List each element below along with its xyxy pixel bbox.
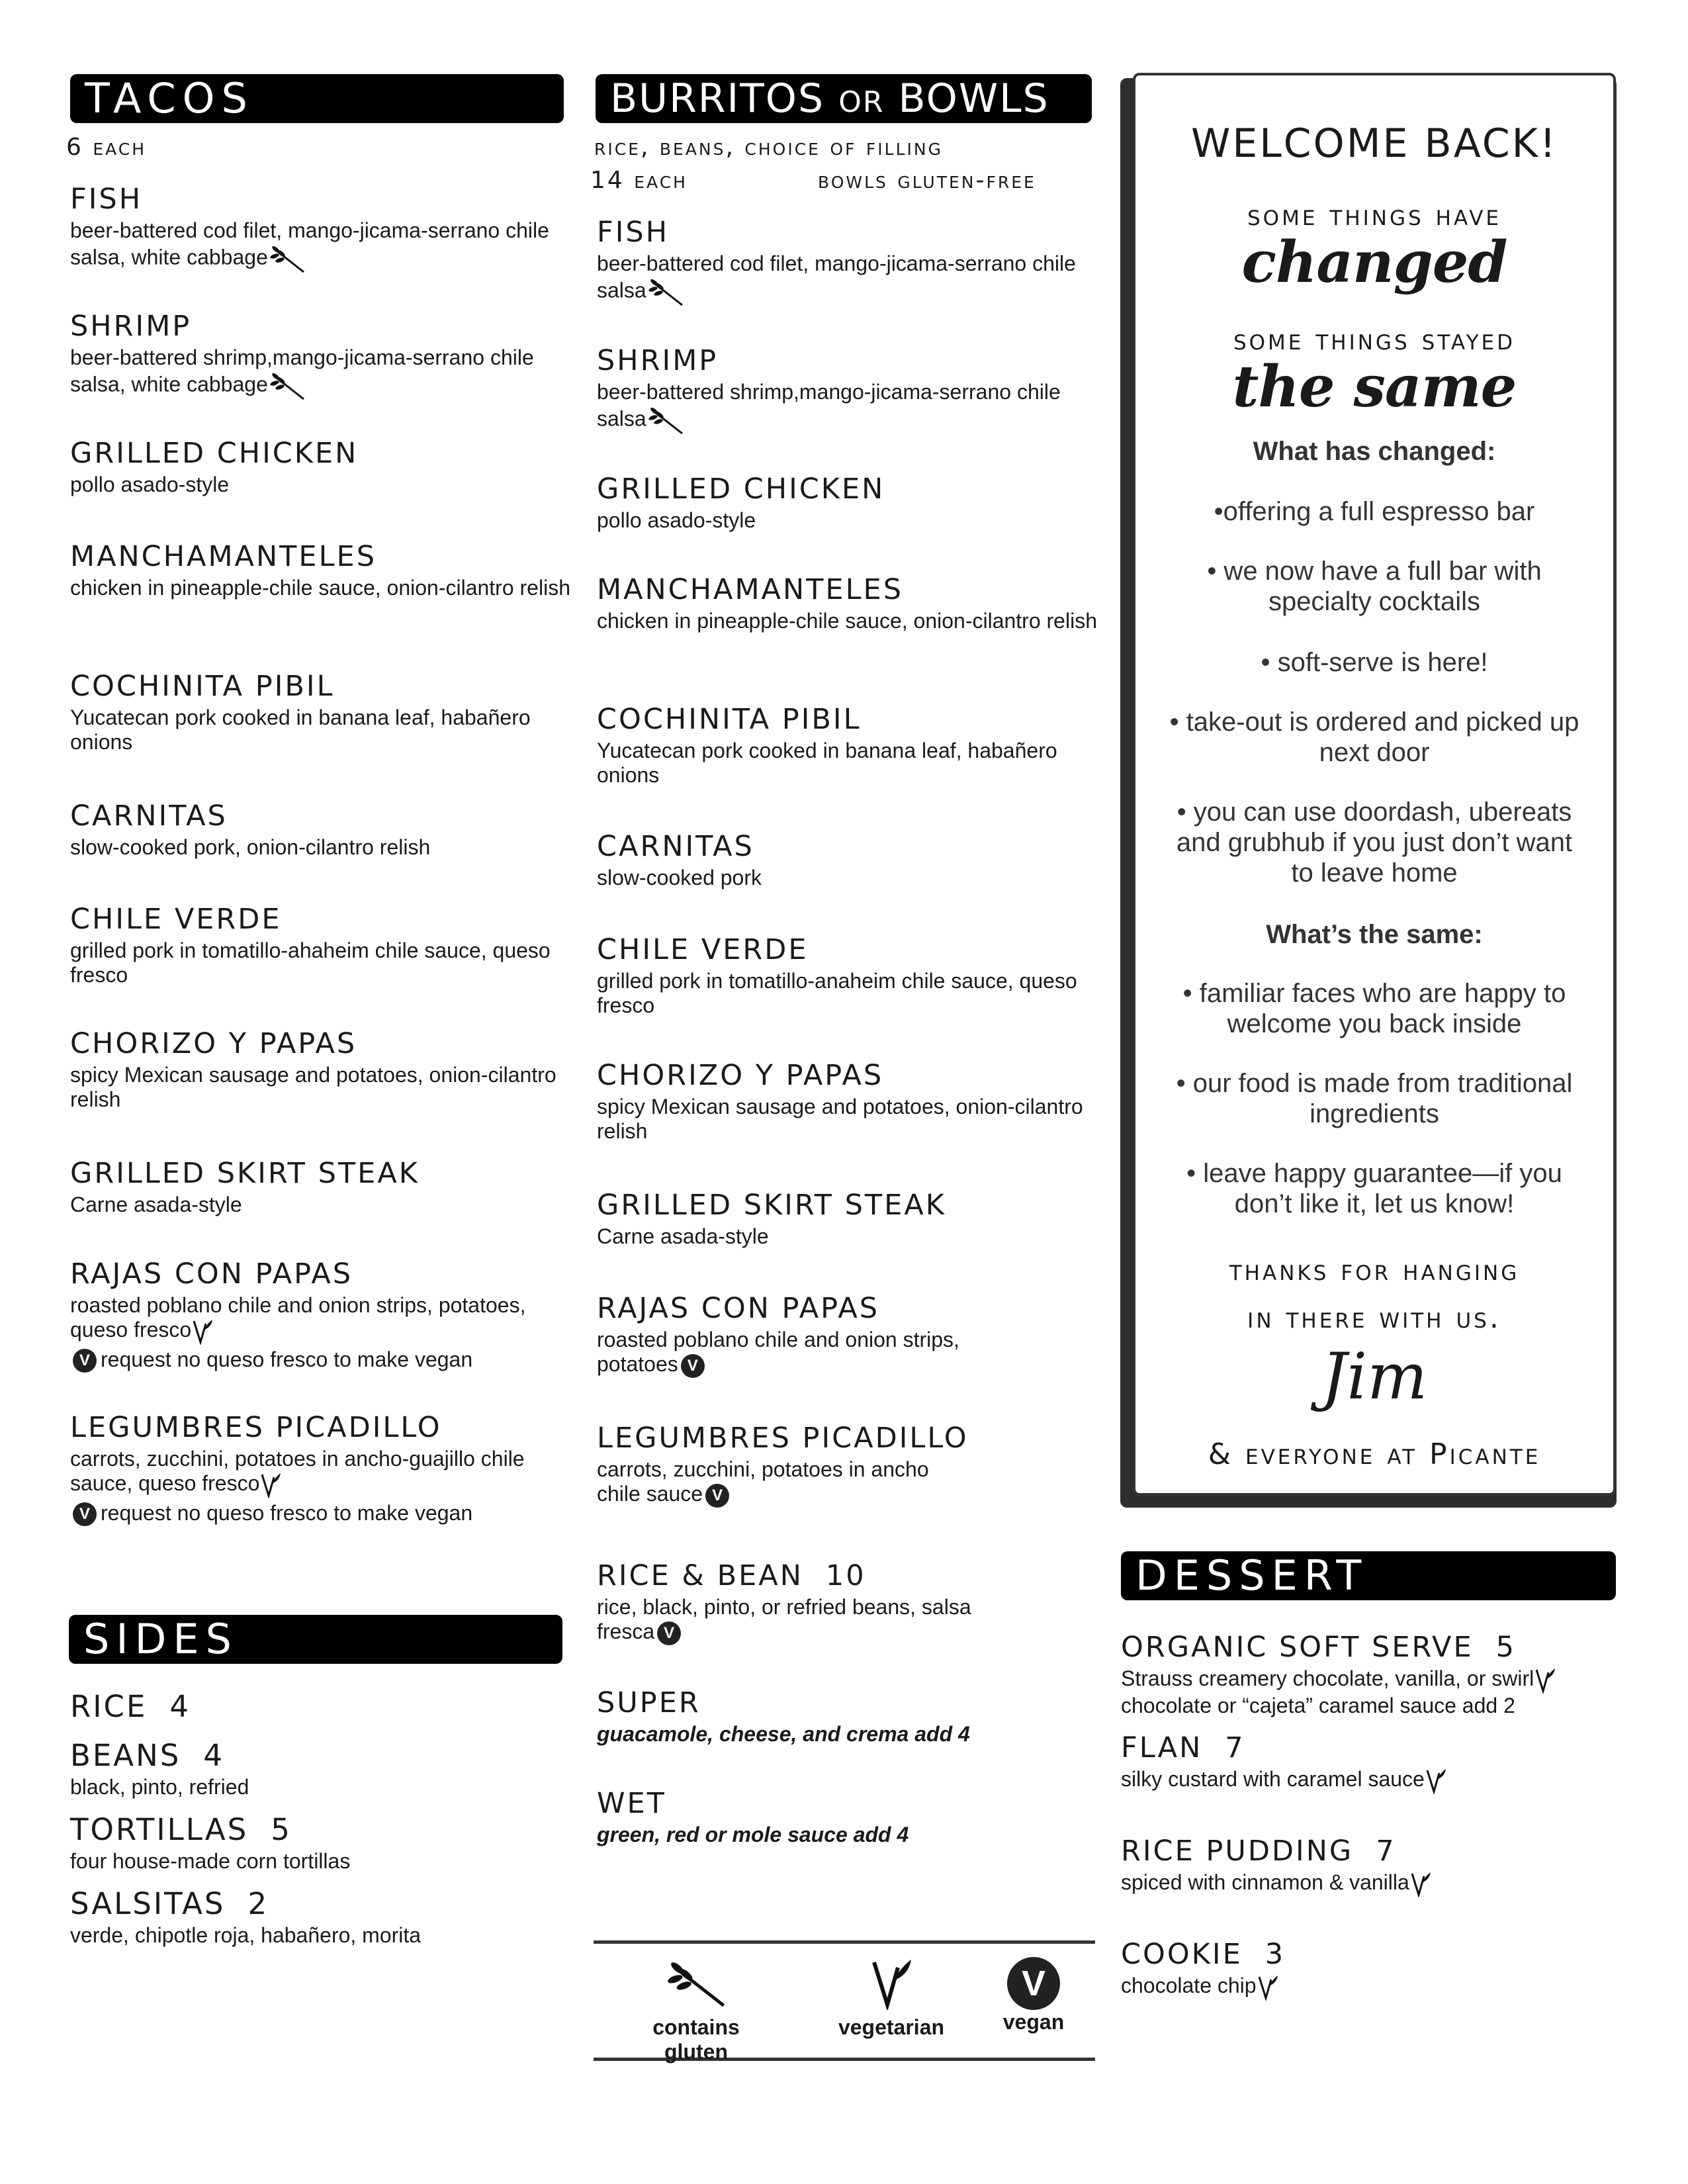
item-desc: rice, black, pinto, or refried beans, salsa fresca <box>597 1595 971 1643</box>
vegan-icon: V <box>705 1484 729 1508</box>
item-desc: guacamole, cheese, and crema add 4 <box>597 1722 970 1746</box>
burrito-item <box>597 1787 1113 1847</box>
item-name: FISH <box>70 183 143 216</box>
item-name: GRILLED SKIRT STEAK <box>70 1157 420 1190</box>
item-name: MANCHAMANTELES <box>597 573 903 606</box>
side-item <box>70 1690 560 1723</box>
item-price: 2 <box>247 1886 269 1921</box>
burrito-item <box>597 1686 1113 1747</box>
legend-vegetarian-label: vegetarian <box>838 2015 945 2039</box>
item-name: RICE <box>70 1689 148 1724</box>
thanks-line2: in there with us. <box>1247 1301 1501 1335</box>
same-item: • our food is made from traditional ingredients <box>1176 1069 1573 1128</box>
item-name: COCHINITA PIBIL <box>597 703 862 736</box>
burrito-item <box>597 1059 1113 1144</box>
item-name: MANCHAMANTELES <box>70 540 377 573</box>
item-desc: slow-cooked pork, onion-cilantro relish <box>70 835 431 859</box>
item-name: GRILLED CHICKEN <box>597 473 885 506</box>
item-name: COCHINITA PIBIL <box>70 670 335 703</box>
dessert-item <box>1121 1835 1624 1897</box>
burritos-price: 14 each <box>590 167 688 194</box>
vegan-icon: V <box>1007 1957 1060 2010</box>
item-desc: grilled pork in tomatillo-anaheim chile sauce, queso fresco <box>597 969 1077 1017</box>
vegetarian-icon <box>868 1957 914 2010</box>
welcome-box <box>1133 73 1616 1496</box>
tacos-subtitle: 6 each <box>66 134 147 161</box>
wheat-icon <box>268 370 306 402</box>
side-item <box>70 1813 560 1874</box>
item-name: RICE & BEAN <box>597 1559 803 1592</box>
item-name: ORGANIC SOFT SERVE <box>1121 1631 1474 1664</box>
changed-item: •offering a full espresso bar <box>1214 497 1535 526</box>
wheat-icon <box>646 276 685 308</box>
item-desc: green, red or mole sauce add 4 <box>597 1823 909 1846</box>
item-desc: spiced with cinnamon & vanilla <box>1121 1870 1409 1894</box>
vegetarian-icon <box>191 1318 214 1345</box>
item-price: 10 <box>825 1559 866 1592</box>
item-desc: spicy Mexican sausage and potatoes, onion-cilantro relish <box>597 1095 1083 1143</box>
side-item <box>70 1888 560 1948</box>
burrito-item <box>597 1559 1113 1645</box>
item-desc: Carne asada-style <box>70 1193 242 1216</box>
item-name: WET <box>597 1787 666 1820</box>
wheat-icon <box>268 243 306 275</box>
item-desc: roasted poblano chile and onion strips, potatoes, queso fresco <box>70 1293 526 1342</box>
sides-header <box>69 1615 562 1664</box>
item-desc: beer-battered cod filet, mango-jicama-serrano chile salsa, white cabbage <box>70 218 549 269</box>
burrito-item <box>597 1292 1113 1378</box>
burrito-item <box>597 1422 1113 1508</box>
welcome-line1: some things have <box>1247 199 1501 232</box>
legend-gluten <box>627 1957 766 2064</box>
sides-title: SIDES <box>83 1615 238 1663</box>
burritos-title-or: OR <box>838 85 885 119</box>
item-name: SHRIMP <box>597 344 719 377</box>
item-price: 7 <box>1225 1731 1245 1764</box>
legend-gluten-label: contains gluten <box>652 2015 740 2064</box>
item-name: SHRIMP <box>70 310 192 343</box>
changed-item: • you can use doordash, ubereats and grubhub if you just don’t want to leave home <box>1176 797 1573 887</box>
welcome-script-same: the same <box>1232 353 1517 420</box>
item-name: CHILE VERDE <box>70 903 282 936</box>
burritos-subtitle: rice, beans, choice of filling <box>594 134 943 161</box>
vegetarian-icon <box>1409 1871 1432 1897</box>
item-note: request no queso fresco to make vegan <box>101 1347 473 1371</box>
taco-item <box>70 310 586 402</box>
item-name: CHILE VERDE <box>597 933 809 966</box>
item-desc: carrots, zucchini, potatoes in ancho chile sauce <box>597 1457 929 1506</box>
item-desc: silky custard with caramel sauce <box>1121 1767 1425 1791</box>
changed-item: • take-out is ordered and picked up next door <box>1169 707 1579 767</box>
legend-vegetarian <box>832 1957 951 2040</box>
vegan-icon: V <box>681 1354 705 1378</box>
welcome-script-changed: changed <box>1241 229 1507 296</box>
item-desc: Strauss creamery chocolate, vanilla, or swirl <box>1121 1666 1534 1690</box>
vegan-icon: V <box>657 1621 681 1645</box>
burritos-title-b: BOWLS <box>898 75 1049 122</box>
item-price: 7 <box>1376 1835 1396 1868</box>
burritos-gf-note: bowls gluten-free <box>818 167 1036 194</box>
burrito-item <box>597 830 1113 890</box>
vegetarian-icon <box>1534 1667 1556 1694</box>
tacos-header <box>70 74 564 123</box>
item-desc: beer-battered shrimp,mango-jicama-serrano chile salsa <box>597 380 1061 431</box>
item-desc: Carne asada-style <box>597 1224 769 1248</box>
item-name: CARNITAS <box>70 799 228 833</box>
item-name: SUPER <box>597 1686 701 1719</box>
item-desc: pollo asado-style <box>70 473 230 496</box>
thanks-line1: thanks for hanging <box>1229 1253 1520 1287</box>
item-name: SALSITAS <box>70 1886 226 1921</box>
burrito-item <box>597 216 1113 308</box>
dessert-item <box>1121 1731 1624 1794</box>
item-name: CARNITAS <box>597 830 754 863</box>
item-desc: chicken in pineapple-chile sauce, onion-cilantro relish <box>597 609 1097 633</box>
vegetarian-icon <box>259 1472 282 1498</box>
burrito-item <box>597 933 1113 1018</box>
dessert-title: DESSERT <box>1135 1551 1368 1600</box>
item-desc: Yucatecan pork cooked in banana leaf, habañero onions <box>597 739 1057 787</box>
changed-item: • we now have a full bar with specialty cocktails <box>1207 557 1542 616</box>
item-desc: beer-battered cod filet, mango-jicama-serrano chile salsa <box>597 251 1076 302</box>
item-desc: Yucatecan pork cooked in banana leaf, habañero onions <box>70 705 531 754</box>
burrito-item <box>597 344 1113 436</box>
item-name: CHORIZO Y PAPAS <box>597 1059 884 1092</box>
burritos-header <box>596 74 1092 123</box>
item-desc: black, pinto, refried <box>70 1775 249 1799</box>
item-desc-2: chocolate or “cajeta” caramel sauce add 2 <box>1121 1693 1515 1717</box>
same-item: • leave happy guarantee—if you don’t like it, let us know! <box>1186 1159 1562 1218</box>
side-item <box>70 1739 560 1799</box>
taco-item <box>70 1257 586 1373</box>
item-name: TORTILLAS <box>70 1812 249 1847</box>
same-item: • familiar faces who are happy to welcome you back inside <box>1182 979 1566 1038</box>
taco-item <box>70 1411 586 1526</box>
item-desc: spicy Mexican sausage and potatoes, onion-cilantro relish <box>70 1063 556 1111</box>
taco-item <box>70 903 586 987</box>
item-name: GRILLED CHICKEN <box>70 437 359 470</box>
tacos-title: TACOS <box>85 74 254 122</box>
item-name: RICE PUDDING <box>1121 1835 1354 1868</box>
legend-vegan <box>984 1957 1083 2034</box>
item-name: GRILLED SKIRT STEAK <box>597 1189 946 1222</box>
same-heading: What’s the same: <box>1266 920 1483 949</box>
item-desc: chocolate chip <box>1121 1974 1257 1997</box>
item-price: 3 <box>1265 1938 1286 1971</box>
taco-item <box>70 670 586 754</box>
burrito-item <box>597 1189 1113 1249</box>
welcome-title: WELCOME BACK! <box>1191 120 1558 167</box>
item-desc: grilled pork in tomatillo-ahaheim chile sauce, queso fresco <box>70 938 551 987</box>
burrito-item <box>597 703 1113 788</box>
taco-item <box>70 540 586 600</box>
legend <box>594 1940 1095 2064</box>
vegan-icon: V <box>73 1349 97 1373</box>
item-name: FISH <box>597 216 670 249</box>
item-desc: slow-cooked pork <box>597 866 762 889</box>
closing-line: & everyone at Picante <box>1208 1437 1541 1471</box>
item-desc: chicken in pineapple-chile sauce, onion-cilantro relish <box>70 576 570 600</box>
item-desc: roasted poblano chile and onion strips, potatoes <box>597 1328 959 1376</box>
legend-vegan-label: vegan <box>1002 2010 1065 2034</box>
taco-item <box>70 183 586 275</box>
item-name: LEGUMBRES PICADILLO <box>597 1422 969 1455</box>
item-desc: pollo asado-style <box>597 508 756 532</box>
taco-item <box>70 437 586 497</box>
item-price: 4 <box>169 1689 191 1724</box>
item-note: request no queso fresco to make vegan <box>101 1500 473 1525</box>
item-price: 5 <box>271 1812 292 1847</box>
item-name: LEGUMBRES PICADILLO <box>70 1411 442 1444</box>
item-name: RAJAS CON PAPAS <box>597 1292 880 1325</box>
taco-item <box>70 1157 586 1217</box>
item-desc: carrots, zucchini, potatoes in ancho-guajillo chile sauce, queso fresco <box>70 1447 525 1495</box>
welcome-line2: some things stayed <box>1233 323 1516 357</box>
item-name: CHORIZO Y PAPAS <box>70 1027 357 1060</box>
burritos-title-a: BURRITOS <box>610 75 825 122</box>
vegetarian-icon <box>1257 1974 1279 2001</box>
burrito-item <box>597 573 1113 633</box>
item-price: 5 <box>1495 1631 1516 1664</box>
item-name: BEANS <box>70 1738 181 1773</box>
item-desc: beer-battered shrimp,mango-jicama-serrano chile salsa, white cabbage <box>70 345 534 396</box>
signature: Jim <box>1321 1340 1428 1414</box>
item-desc: four house-made corn tortillas <box>70 1849 351 1873</box>
item-desc: verde, chipotle roja, habañero, morita <box>70 1923 422 1947</box>
vegetarian-icon <box>1425 1768 1447 1794</box>
changed-heading: What has changed: <box>1253 437 1496 466</box>
taco-item <box>70 799 586 860</box>
wheat-icon <box>660 1957 733 2010</box>
dessert-item <box>1121 1938 1624 2001</box>
vegan-icon: V <box>73 1502 97 1526</box>
dessert-item <box>1121 1631 1624 1718</box>
item-name: FLAN <box>1121 1731 1203 1764</box>
burrito-item <box>597 473 1113 533</box>
item-price: 4 <box>203 1738 224 1773</box>
item-name: RAJAS CON PAPAS <box>70 1257 353 1291</box>
wheat-icon <box>646 404 685 436</box>
taco-item <box>70 1027 586 1112</box>
item-name: COOKIE <box>1121 1938 1243 1971</box>
dessert-header <box>1121 1551 1616 1600</box>
changed-item: • soft-serve is here! <box>1261 648 1488 677</box>
